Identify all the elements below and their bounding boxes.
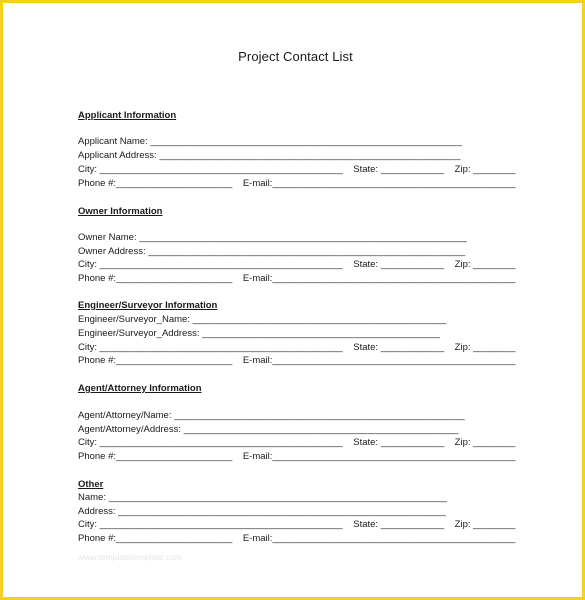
agent-city-state-zip-field[interactable] <box>78 437 515 449</box>
agent-address-field[interactable] <box>78 424 458 436</box>
section-heading-owner: Owner Information <box>78 206 163 217</box>
other-city-line: City: ______________________________________________ State: ____________ Zip: ________ <box>78 519 516 530</box>
owner-phone-line: Phone #:______________________ E-mail:______________________________________________ <box>78 273 516 284</box>
owner-address-field[interactable] <box>78 246 465 258</box>
applicant-address-line: Applicant Address: _________________________________________________________ <box>78 150 461 161</box>
owner-name-field[interactable] <box>78 232 467 244</box>
watermark: www.templatetemplate.com <box>78 552 182 562</box>
engineer-phone-line: Phone #:______________________ E-mail:______________________________________________ <box>78 355 516 366</box>
other-address-field[interactable] <box>78 506 446 518</box>
other-name-field[interactable] <box>78 492 447 504</box>
agent-city-line: City: ______________________________________________ State: ____________ Zip: ________ <box>78 437 516 448</box>
engineer-city-state-zip-field[interactable] <box>78 342 515 354</box>
engineer-city-line: City: ______________________________________________ State: ____________ Zip: ________ <box>78 342 516 353</box>
engineer-address-field[interactable] <box>78 328 440 340</box>
applicant-name-line: Applicant Name: ___________________________________________________________ <box>78 136 463 147</box>
owner-city-line: City: ______________________________________________ State: ____________ Zip: ________ <box>78 259 516 270</box>
engineer-name-field[interactable] <box>78 314 446 326</box>
owner-city-state-zip-field[interactable] <box>78 259 515 271</box>
applicant-name-field[interactable] <box>78 136 462 148</box>
other-phone-email-field[interactable] <box>78 533 515 545</box>
other-phone-line: Phone #:______________________ E-mail:______________________________________________ <box>78 533 516 544</box>
agent-address-line: Agent/Attorney/Address: ____________________________________________________ <box>78 424 459 435</box>
engineer-name-line: Engineer/Surveyor_Name: ________________________________________________ <box>78 314 447 325</box>
other-name-line: Name: ________________________________________________________________ <box>78 492 447 503</box>
agent-name-field[interactable] <box>78 410 465 422</box>
engineer-address-line: Engineer/Surveyor_Address: _____________________________________________ <box>78 328 440 339</box>
applicant-city-line: City: ______________________________________________ State: ____________ Zip: ________ <box>78 164 516 175</box>
section-heading-other: Other <box>78 479 104 490</box>
section-heading-applicant: Applicant Information <box>78 110 177 121</box>
section-heading-agent: Agent/Attorney Information <box>78 383 202 394</box>
agent-phone-email-field[interactable] <box>78 451 515 463</box>
applicant-address-field[interactable] <box>78 150 460 162</box>
section-heading-engineer: Engineer/Surveyor Information <box>78 300 218 311</box>
owner-address-line: Owner Address: ____________________________________________________________ <box>78 246 466 257</box>
agent-name-line: Agent/Attorney/Name: _______________________________________________________ <box>78 410 465 421</box>
applicant-city-state-zip-field[interactable] <box>78 164 515 176</box>
engineer-phone-email-field[interactable] <box>78 355 515 367</box>
applicant-phone-line: Phone #:______________________ E-mail:______________________________________________ <box>78 178 516 189</box>
applicant-phone-email-field[interactable] <box>78 178 515 190</box>
other-address-line: Address: ______________________________________________________________ <box>78 506 446 517</box>
owner-phone-email-field[interactable] <box>78 273 515 285</box>
other-city-state-zip-field[interactable] <box>78 519 515 531</box>
owner-name-line: Owner Name: ______________________________________________________________ <box>78 232 467 243</box>
document-title: Project Contact List <box>238 49 353 64</box>
agent-phone-line: Phone #:______________________ E-mail:______________________________________________ <box>78 451 516 462</box>
